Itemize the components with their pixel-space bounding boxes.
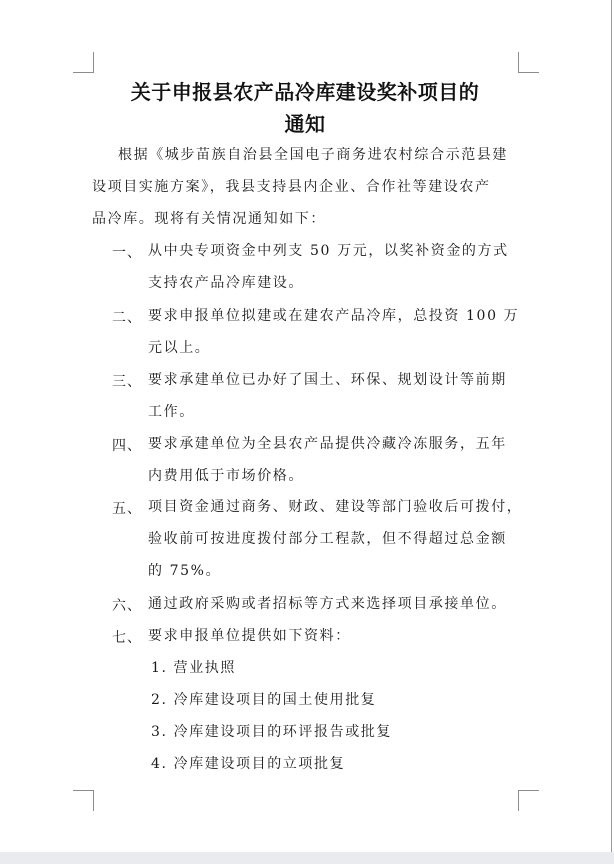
margin-corner-mark: [518, 790, 539, 811]
item-number: 六、: [112, 598, 142, 614]
window-bottom-edge: [0, 852, 614, 864]
item-line: 要求申报单位拟建或在建农产品冷库，总投资 100 万: [148, 308, 520, 324]
material-list-item: 3. 冷库建设项目的环评报告或批复: [151, 724, 393, 740]
item-line: 要求承建单位已办好了国土、环保、规划设计等前期: [148, 372, 507, 388]
item-line: 从中央专项资金中列支 50 万元，以奖补资金的方式: [148, 243, 509, 259]
item-number: 二、: [112, 310, 142, 326]
item-line: 验收前可按进度拨付部分工程款，但不得超过总金额: [148, 531, 507, 547]
item-line: 要求承建单位为全县农产品提供冷藏冷冻服务，五年: [148, 436, 507, 452]
item-number: 三、: [112, 374, 142, 390]
item-number: 五、: [112, 501, 142, 517]
item-line: 通过政府采购或者招标等方式来选择项目承接单位。: [148, 596, 507, 612]
document-title-line-1: 关于申报县农产品冷库建设奖补项目的: [130, 80, 480, 104]
item-number: 七、: [112, 630, 142, 646]
margin-corner-mark: [518, 52, 539, 73]
item-line: 支持农产品冷库建设。: [148, 275, 304, 291]
material-list-item: 4. 冷库建设项目的立项批复: [151, 756, 346, 772]
item-line: 的 75%。: [148, 563, 222, 579]
material-list-item: 1. 营业执照: [151, 660, 237, 676]
item-line: 内费用低于市场价格。: [148, 468, 304, 484]
document-title-line-2: 通知: [284, 112, 326, 136]
item-number: 一、: [112, 245, 142, 261]
item-number: 四、: [112, 438, 142, 454]
intro-line: 设项目实施方案》，我县支持县内企业、合作社等建设农产: [92, 179, 491, 195]
material-list-item: 2. 冷库建设项目的国土使用批复: [151, 692, 377, 708]
intro-line: 品冷库。现将有关情况通知如下：: [92, 211, 326, 227]
item-line: 元以上。: [148, 340, 211, 356]
item-line: 要求申报单位提供如下资料：: [148, 628, 351, 644]
margin-corner-mark: [73, 790, 94, 811]
item-line: 工作。: [148, 404, 195, 420]
intro-line: 根据《城步苗族自治县全国电子商务进农村综合示范县建: [118, 147, 508, 163]
item-line: 项目资金通过商务、财政、建设等部门验收后可拨付，: [148, 499, 523, 515]
margin-corner-mark: [73, 52, 94, 73]
